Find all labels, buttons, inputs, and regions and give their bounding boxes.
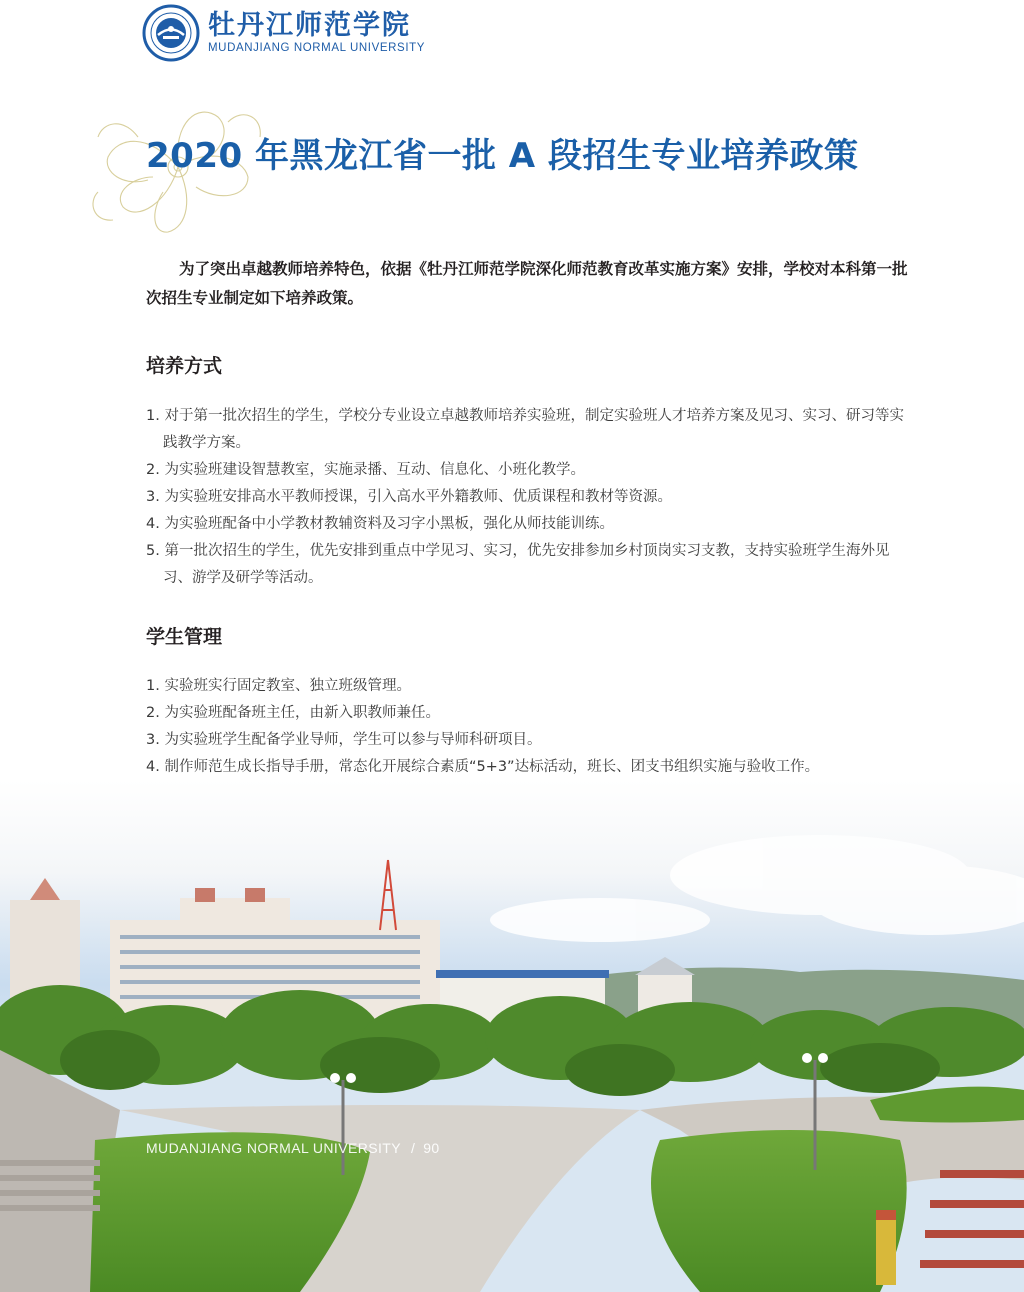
footer-separator: / [410,1140,416,1156]
list-item: 2. 为实验班配备班主任，由新入职教师兼任。 [146,705,440,721]
university-logo [142,4,425,62]
list-item: 3. 为实验班学生配备学业导师，学生可以参与导师科研项目。 [146,732,542,748]
university-seal-icon [142,4,200,62]
list-item: 5. 第一批次招生的学生，优先安排到重点中学见习、实习，优先安排参加乡村顶岗实习支教，支持实验班学生海外见习、游学及研学等活动。 [146,543,890,586]
page-title: 2020 年黑龙江省一批 A 段招生专业培养政策 [146,136,859,176]
intro-paragraph: 为了突出卓越教师培养特色，依据《牡丹江师范学院深化师范教育改革实施方案》安排，学校对本科第一批次招生专业制定如下培养政策。 [146,260,908,307]
list-item: 1. 实验班实行固定教室、独立班级管理。 [146,678,411,694]
logo-english-name: MUDANJIANG NORMAL UNIVERSITY [208,42,426,54]
section-heading-training: 培养方式 [146,355,223,377]
footer-university: MUDANJIANG NORMAL UNIVERSITY [146,1140,401,1156]
page-footer [146,1140,440,1156]
list-item: 4. 制作师范生成长指导手册，常态化开展综合素质“5+3”达标活动，班长、团支书组织实施与验收工作。 [146,759,820,775]
list-item: 3. 为实验班安排高水平教师授课，引入高水平外籍教师、优质课程和教材等资源。 [146,489,672,505]
list-item: 2. 为实验班建设智慧教室，实施录播、互动、信息化、小班化教学。 [146,462,585,478]
section-heading-management: 学生管理 [146,626,223,648]
training-policy-list [146,403,906,592]
logo-chinese-name: 牡丹江师范学院 [208,10,411,41]
list-item: 4. 为实验班配备中小学教材教辅资料及习字小黑板，强化从师技能训练。 [146,516,614,532]
list-item: 1. 对于第一批次招生的学生，学校分专业设立卓越教师培养实验班，制定实验班人才培养方案及见习、实习、研习等实践教学方案。 [146,408,904,451]
campus-photo [0,780,1024,1292]
page-number: 90 [423,1140,440,1156]
